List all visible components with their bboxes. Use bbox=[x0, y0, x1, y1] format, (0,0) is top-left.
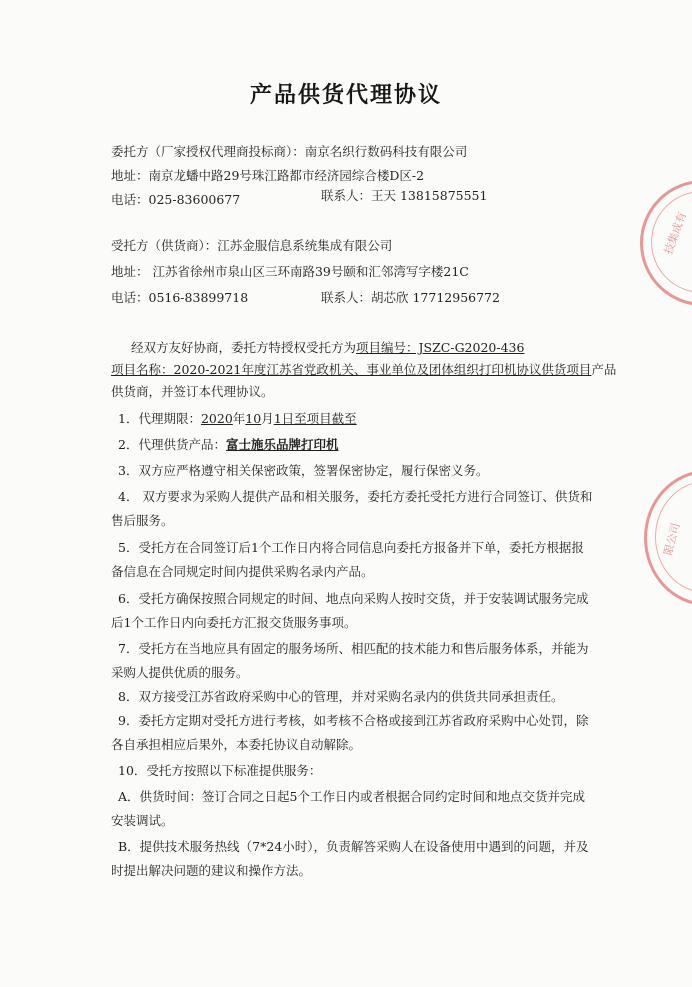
company-seal-bottom bbox=[644, 470, 692, 606]
item-4-line-2: 售后服务。 bbox=[111, 513, 174, 528]
seal-text: 限公司 bbox=[661, 521, 683, 557]
item-4-line-1: 4． 双方要求为采购人提供产品和相关服务，委托方委托受托方进行合同签订、供货和 bbox=[118, 489, 593, 504]
principal-name: 委托方（厂家授权代理商投标商）：南京名织行数码科技有限公司 bbox=[111, 144, 468, 159]
item-5-line-1: 5．受托方在合同签订后1个工作日内将合同信息向委托方报备并下单，委托方根据报 bbox=[118, 540, 584, 555]
item-text: 年 bbox=[232, 411, 246, 426]
item-label: 1．代理期限： bbox=[118, 411, 201, 426]
item-9-line-2: 各自承担相应后果外，本委托协议自动解除。 bbox=[111, 737, 362, 752]
intro-line-2 bbox=[111, 362, 616, 378]
period-month: 10 bbox=[245, 411, 262, 426]
item-5-line-2: 备信息在合同规定时间内提供采购名录内产品。 bbox=[111, 564, 374, 579]
period-end: 日至项目截至 bbox=[281, 411, 357, 426]
item-9-line-1: 9．委托方定期对受托方进行考核，如考核不合格或接到江苏省政府采购中心处罚，除 bbox=[118, 713, 589, 728]
item-6-line-2: 后1个工作日内向委托方汇报交货服务事项。 bbox=[111, 615, 357, 630]
item-a-line-2: 安装调试。 bbox=[111, 813, 174, 828]
document-title: 产品供货代理协议 bbox=[249, 82, 442, 108]
intro-line-3: 供货商，并签订本代理协议。 bbox=[111, 384, 274, 399]
item-10: 10．受托方按照以下标准提供服务： bbox=[118, 763, 322, 778]
intro-text: 产品 bbox=[591, 362, 617, 377]
item-a-line-1: A．供货时间：签订合同之日起5个工作日内或者根据合同约定时间和地点交货并完成 bbox=[118, 789, 585, 804]
item-label: 2．代理供货产品： bbox=[118, 437, 226, 452]
item-text: 月 bbox=[261, 411, 274, 426]
company-seal-top bbox=[640, 180, 692, 306]
intro-text: 经双方友好协商，委托方特授权受托方为 bbox=[131, 340, 357, 355]
item-3: 3．双方应严格遵守相关保密政策，签署保密协定，履行保密义务。 bbox=[118, 463, 489, 478]
agent-name: 受托方（供货商）：江苏金服信息系统集成有限公司 bbox=[111, 238, 393, 253]
period-year: 2020 bbox=[200, 411, 233, 426]
item-b-line-1: B．提供技术服务热线（7*24小时），负责解答采购人在设备使用中遇到的问题，并及 bbox=[118, 839, 589, 854]
product-name: 富士施乐品牌打印机 bbox=[225, 437, 339, 452]
agent-phone: 电话：0516-83899718 bbox=[111, 290, 249, 305]
intro-line-1 bbox=[131, 340, 524, 356]
period-day: 1 bbox=[273, 411, 282, 426]
agent-contact: 联系人：胡芯欣 17712956772 bbox=[321, 290, 500, 305]
item-b-line-2: 时提出解决问题的建议和操作方法。 bbox=[111, 863, 312, 878]
agent-address: 地址： 江苏省徐州市泉山区三环南路39号颐和汇邻湾写字楼21C bbox=[111, 264, 469, 279]
item-8: 8．双方接受江苏省政府采购中心的管理，并对采购名录内的供货共同承担责任。 bbox=[118, 689, 564, 704]
item-7-line-1: 7．受托方在当地应具有固定的服务场所、相匹配的技术能力和售后服务体系，并能为 bbox=[118, 641, 589, 656]
principal-phone: 电话：025-83600677 bbox=[111, 192, 241, 207]
item-1 bbox=[118, 411, 357, 427]
item-6-line-1: 6．受托方确保按照合同规定的时间、地点向采购人按时交货，并于安装调试服务完成 bbox=[118, 591, 589, 606]
project-name: 项目名称：2020-2021年度江苏省党政机关、事业单位及团体组织打印机协议供货项目 bbox=[111, 362, 592, 377]
seal-text: 技集成有 bbox=[661, 210, 690, 257]
principal-address: 地址：南京龙蟠中路29号珠江路都市经济园综合楼D区-2 bbox=[111, 168, 425, 183]
project-number: 项目编号：JSZC-G2020-436 bbox=[356, 340, 525, 355]
principal-contact: 联系人：王天 13815875551 bbox=[321, 188, 488, 203]
item-7-line-2: 采购人提供优质的服务。 bbox=[111, 665, 249, 680]
item-2 bbox=[118, 437, 338, 453]
